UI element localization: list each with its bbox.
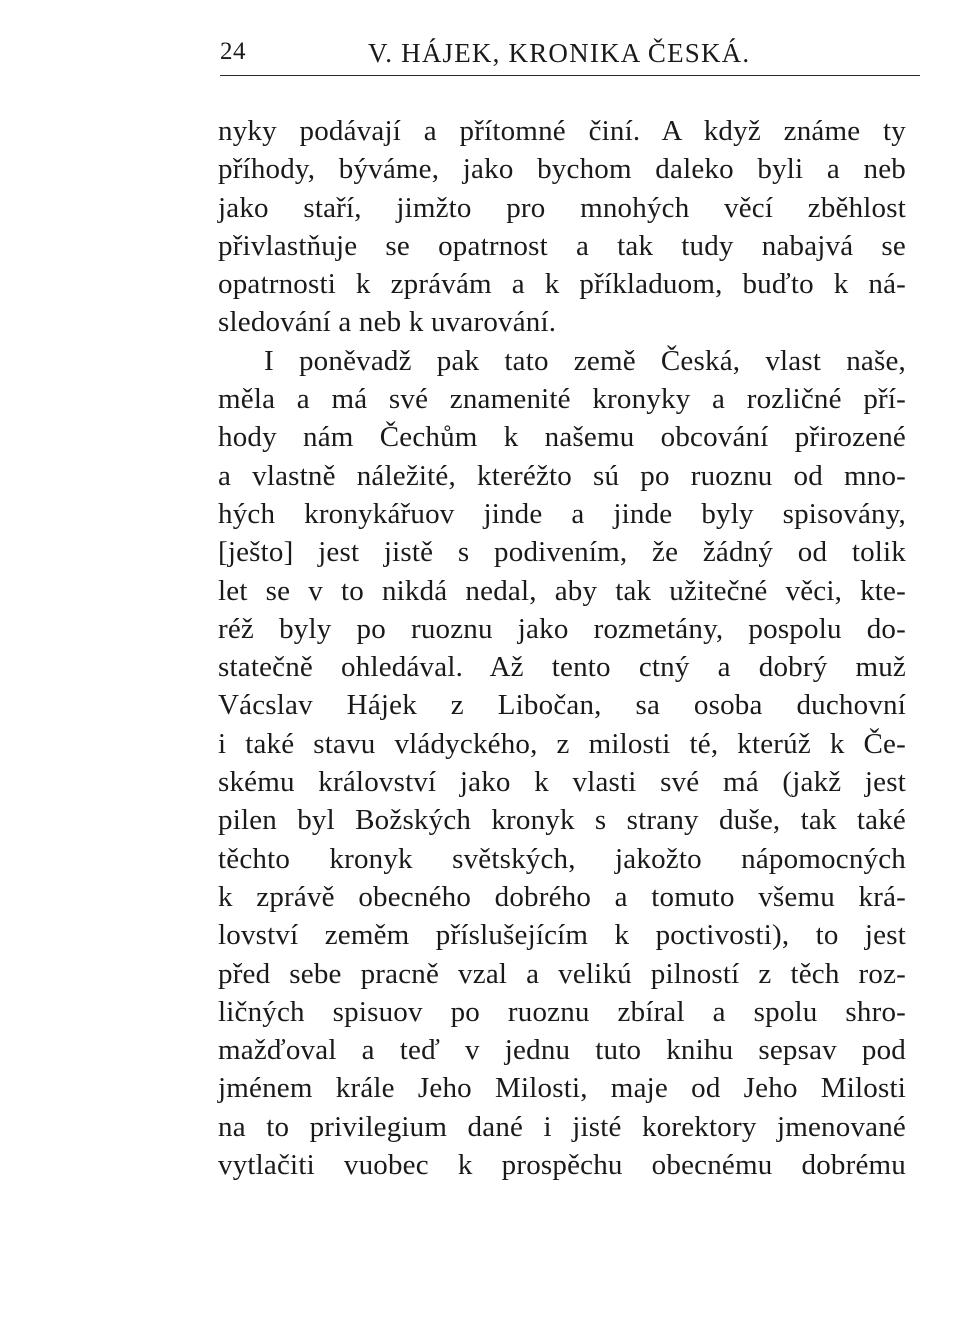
text-line: jako staří, jimžto pro mnohých věcí zběhlost (218, 191, 906, 224)
text-line: hody nám Čechům k našemu obcování přirozené (218, 421, 906, 454)
text-line: Vácslav Hájek z Libočan, sa osoba duchovní (218, 689, 906, 722)
text-line: opatrnosti k zprávám a k příkladuom, buďto k ná- (218, 268, 906, 301)
text-line: i také stavu vládyckého, z milosti té, kterúž k Če- (218, 727, 906, 760)
header-rule (220, 75, 920, 76)
text-line: pilen byl Božských kronyk s strany duše, tak také (218, 804, 906, 837)
text-line: měla a má své znamenité kronyky a rozličné pří- (218, 383, 906, 416)
text-line: k zprávě obecného dobrého a tomuto všemu krá- (218, 880, 906, 913)
text-line: réž byly po ruoznu jako rozmetány, pospolu do- (218, 612, 906, 645)
text-line: hých kronykářuov jinde a jinde byly spisovány, (218, 497, 906, 530)
text-line: před sebe pracně vzal a velikú pilností z těch roz- (218, 957, 906, 990)
text-line: na to privilegium dané i jisté korektory jmenované (218, 1110, 906, 1143)
text-line: statečně ohledával. Až tento ctný a dobrý muž (218, 651, 906, 684)
text-line: a vlastně náležité, kteréžto sú po ruoznu od mno- (218, 459, 906, 492)
text-line: jménem krále Jeho Milosti, maje od Jeho Milosti (218, 1072, 906, 1105)
text-line: [ješto] jest jistě s podivením, že žádný od tolik (218, 536, 906, 569)
text-line: příhody, býváme, jako bychom daleko byli a neb (218, 153, 906, 186)
text-line: nyky podávají a přítomné činí. A když známe ty (218, 115, 906, 147)
text-line: vytlačiti vuobec k prospěchu obecnému dobrému (218, 1149, 906, 1182)
text-line: skému království jako k vlasti své má (jakž jest (218, 766, 906, 799)
text-line: těchto kronyk světských, jakožto nápomocných (218, 842, 906, 875)
text-line: I poněvadž pak tato země Česká, vlast naše, (264, 344, 906, 377)
text-line: ličných spisuov po ruoznu zbíral a spolu shro- (218, 995, 906, 1028)
page-number: 24 (220, 38, 246, 65)
page-header (220, 38, 920, 78)
text-line: lovství zeměm příslušejícím k poctivosti), to jest (218, 919, 906, 952)
running-title: V. HÁJEK, KRONIKA ČESKÁ. (368, 38, 751, 68)
text-line: mažďoval a teď v jednu tuto knihu sepsav pod (218, 1034, 906, 1067)
body-text (218, 112, 906, 1184)
text-line: sledování a neb k uvarování. (218, 306, 557, 339)
text-line: přivlastňuje se opatrnost a tak tudy nabajvá se (218, 229, 906, 262)
text-line: let se v to nikdá nedal, aby tak užitečné věci, kte- (218, 574, 906, 607)
